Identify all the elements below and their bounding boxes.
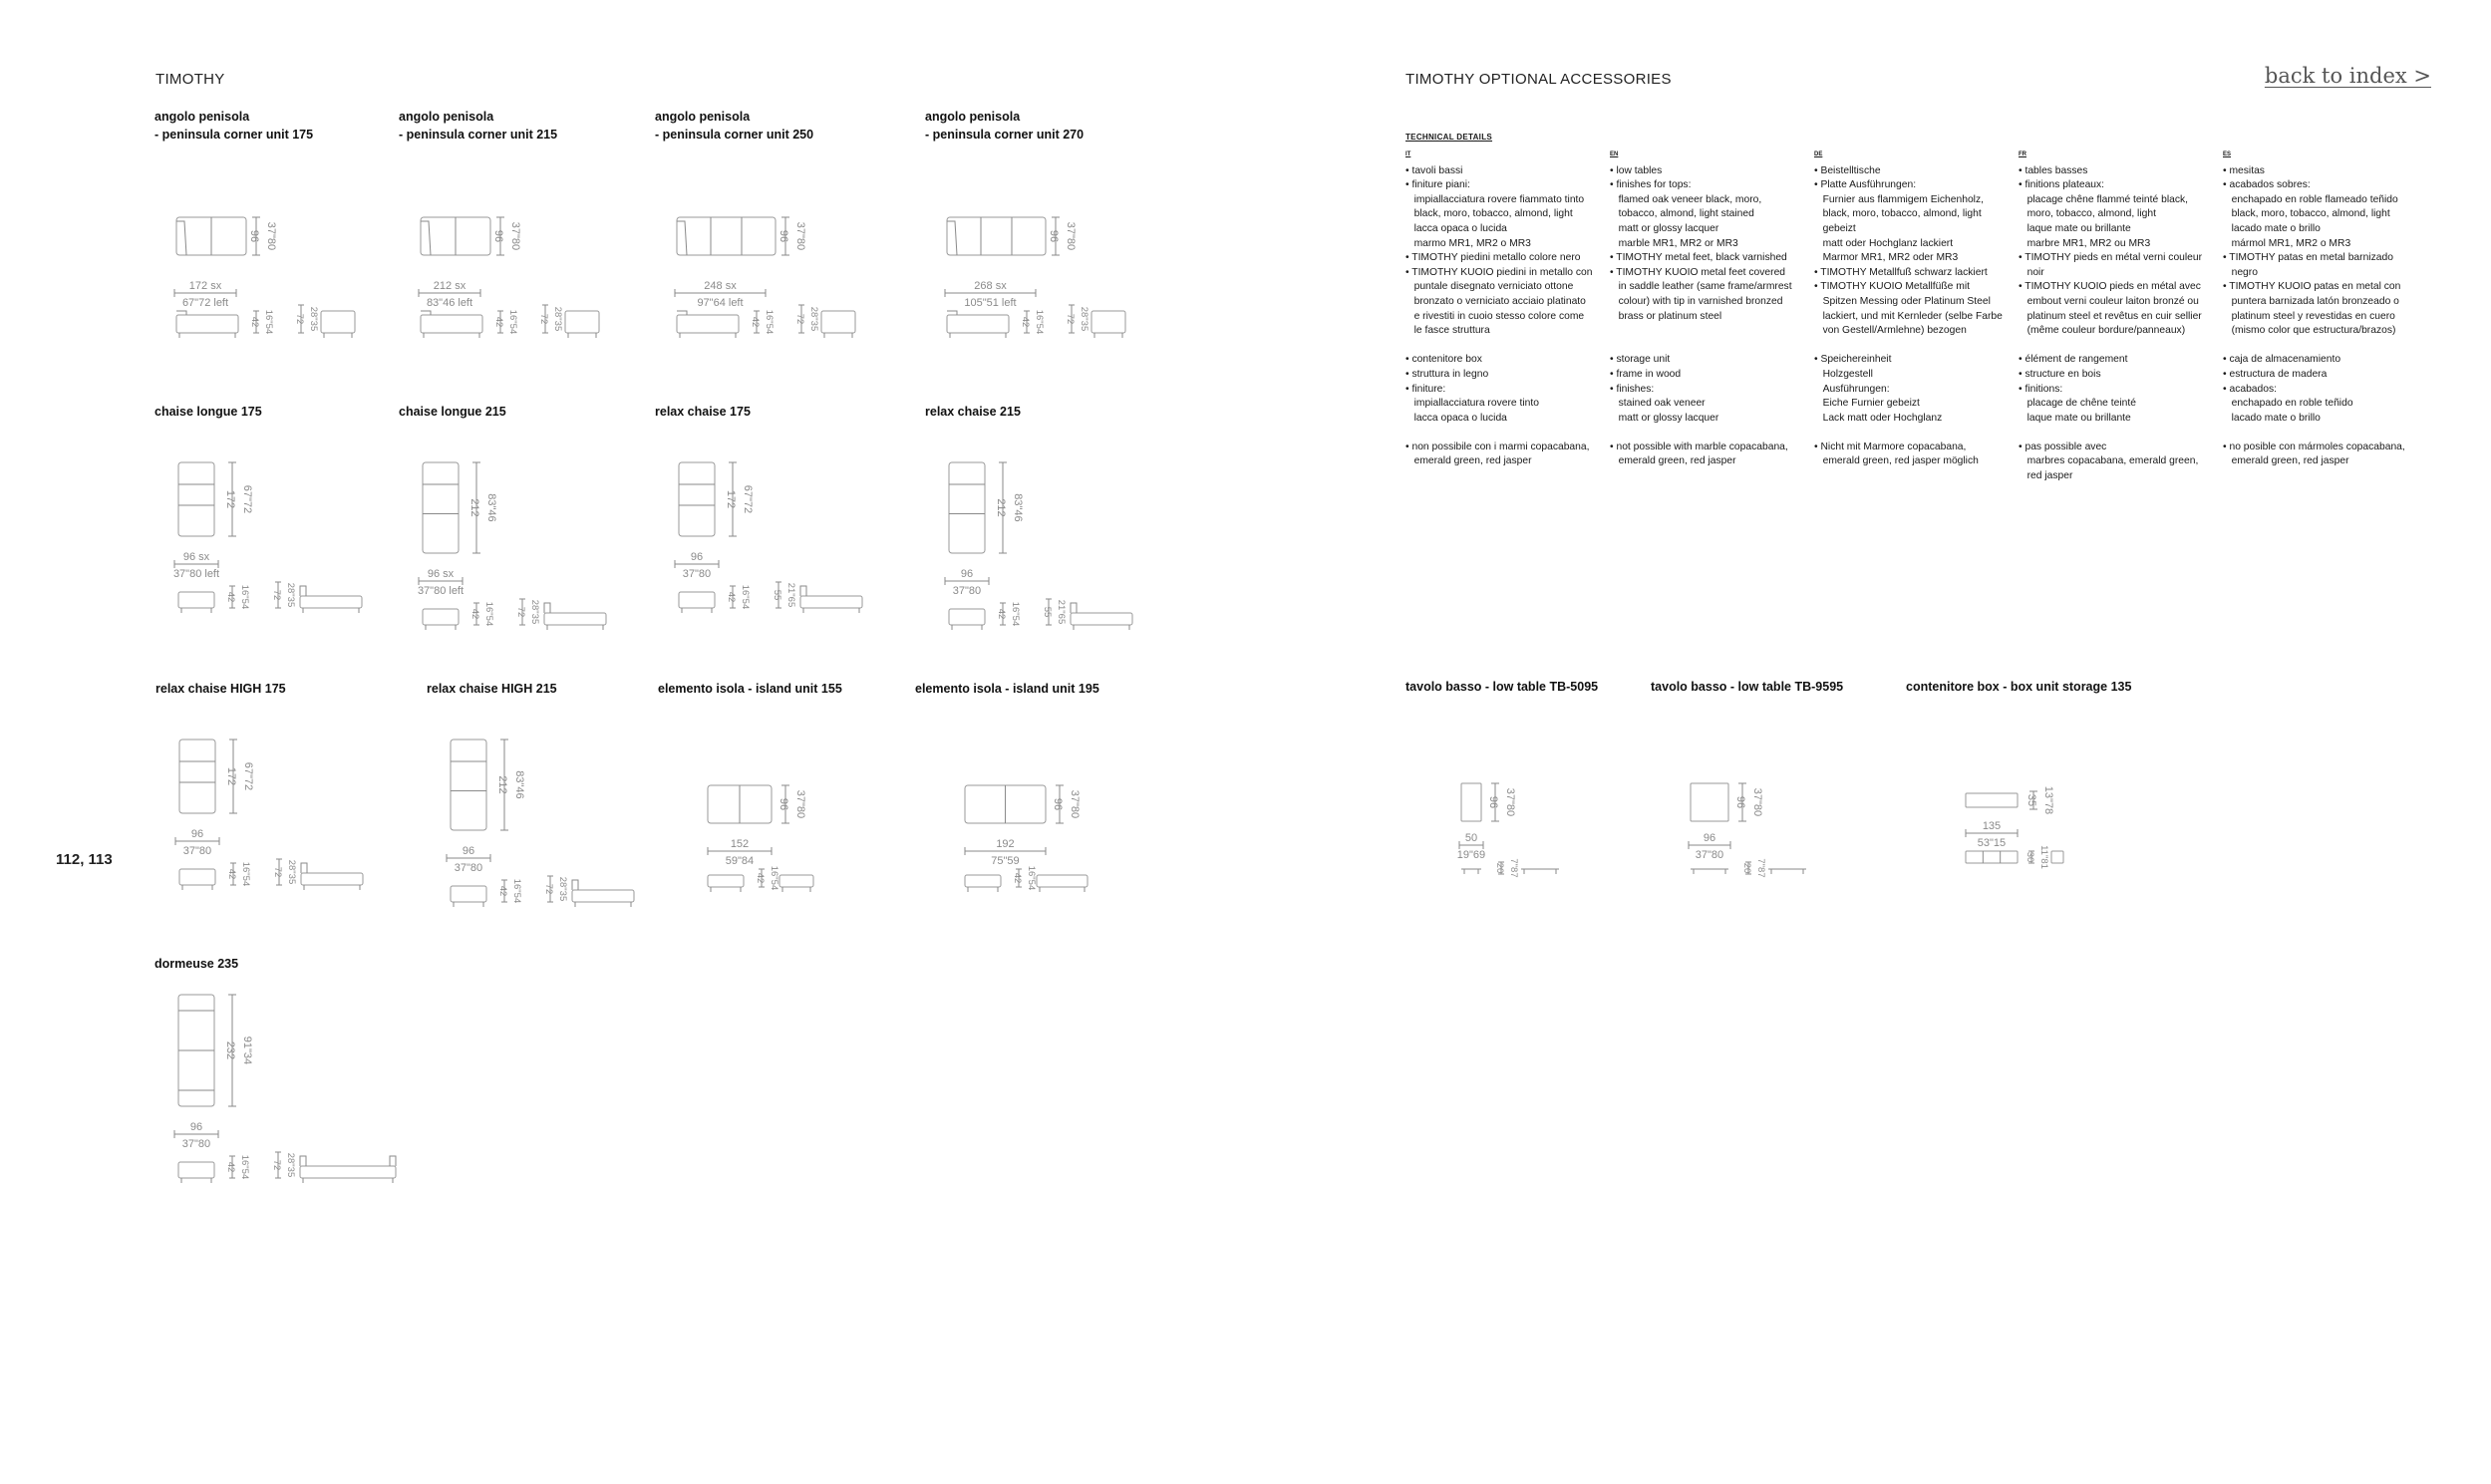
- elevation-side: [779, 875, 813, 887]
- plan-outline: [949, 462, 985, 553]
- height-value-inches: 28"35: [308, 306, 319, 332]
- elevation-back: [300, 586, 306, 596]
- accessory-label: tavolo basso - low table TB-5095: [1405, 680, 1599, 694]
- height-value-inches: 16"54: [483, 601, 494, 627]
- height-value-inches: 28"35: [557, 876, 568, 902]
- unit-label: elemento isola - island unit 155: [658, 682, 842, 696]
- plan-outline: [1691, 783, 1728, 821]
- unit-block: [399, 403, 638, 662]
- elevation-front: [423, 609, 459, 625]
- elevation-back: [800, 586, 806, 596]
- height-value-inches: 28"35: [285, 582, 296, 608]
- height-value-inches: 16"54: [240, 861, 251, 887]
- depth-value-inches: 37"80: [794, 789, 806, 819]
- depth-value-inches: 91"34: [241, 1036, 253, 1065]
- accessory-block: [1651, 678, 1890, 897]
- height-value: 72: [1065, 313, 1076, 325]
- depth-value: 212: [496, 775, 508, 794]
- height-value: 42: [726, 591, 737, 603]
- plan-outline: [179, 740, 215, 813]
- depth-value: 212: [995, 498, 1007, 517]
- height-value: 42: [1012, 872, 1023, 884]
- height-value: 72: [794, 313, 805, 325]
- width-value-inches: 37"80 left: [417, 585, 465, 597]
- height-value: 55: [1042, 606, 1053, 618]
- tech-column-fr: [2019, 148, 2218, 484]
- unit-label: relax chaise 175: [655, 405, 751, 419]
- width-value-inches: 67"72 left: [181, 297, 229, 309]
- width-value: 96 sx: [427, 568, 455, 580]
- depth-value-inches: 67"72: [242, 761, 254, 791]
- elevation-side: [301, 873, 363, 885]
- width-value-inches: 37"80: [454, 862, 483, 874]
- height-value-inches: 11"81: [2038, 845, 2049, 869]
- height-value: 42: [493, 316, 504, 328]
- elevation-side: [300, 596, 362, 608]
- height-value: 55: [772, 589, 782, 601]
- elevation-side: [800, 596, 862, 608]
- height-value-inches: 28"35: [552, 306, 563, 332]
- unit-block: [155, 108, 394, 367]
- width-value: 268 sx: [974, 280, 1007, 292]
- right-section-title: TIMOTHY OPTIONAL ACCESSORIES: [1405, 71, 1672, 88]
- width-value: 50: [1464, 832, 1478, 844]
- width-value-inches: 97"64 left: [697, 297, 744, 309]
- width-value-inches: 59"84: [725, 855, 755, 867]
- depth-value: 96: [778, 229, 789, 243]
- unit-block: [427, 680, 666, 939]
- page-number: 112, 113: [56, 851, 113, 868]
- width-value: 96: [690, 551, 704, 563]
- depth-value: 96: [1048, 229, 1060, 243]
- height-value-inches: 16"54: [239, 584, 250, 610]
- width-value: 96: [462, 845, 475, 857]
- depth-value: 172: [225, 766, 237, 786]
- unit-label: relax chaise 215: [925, 405, 1021, 419]
- depth-value: 212: [468, 498, 480, 517]
- unit-block: [655, 108, 894, 367]
- height-value-inches: 28"35: [286, 859, 297, 885]
- plan-outline: [176, 217, 246, 255]
- unit-drawing: [155, 403, 394, 642]
- backrest-line: [677, 221, 687, 255]
- width-value: 172 sx: [188, 280, 222, 292]
- backrest-line: [176, 221, 186, 255]
- height-value-inches: 28"35: [529, 599, 540, 625]
- plan-outline: [1461, 783, 1481, 821]
- plan-outline: [677, 217, 776, 255]
- accessory-block: [1405, 678, 1645, 897]
- elevation-seat: [677, 315, 739, 333]
- tech-column-es: [2223, 148, 2422, 469]
- elevation-seat: [176, 315, 238, 333]
- height-value: 72: [271, 1159, 282, 1171]
- unit-label: angolo penisola - peninsula corner unit 175: [155, 110, 314, 142]
- height-value: 42: [996, 608, 1007, 620]
- depth-value-inches: 67"72: [742, 484, 754, 514]
- width-value: 192: [996, 838, 1015, 850]
- depth-value-inches: 37"80: [794, 221, 806, 251]
- width-value: 152: [730, 838, 750, 850]
- depth-value-inches: 37"80: [1504, 787, 1516, 817]
- unit-drawing: [655, 403, 894, 642]
- plan-outline: [423, 462, 459, 553]
- height-value: 30: [2024, 851, 2035, 863]
- elevation-front: [178, 1162, 214, 1178]
- unit-block: [925, 108, 1164, 367]
- elevation-seat: [421, 315, 482, 333]
- accessory-label: contenitore box - box unit storage 135: [1906, 680, 2132, 694]
- depth-value: 96: [1052, 797, 1064, 811]
- plan-outline: [679, 462, 715, 536]
- back-to-index-link[interactable]: back to index >: [2264, 64, 2431, 88]
- unit-label: chaise longue 175: [155, 405, 262, 419]
- elevation-seat: [947, 315, 1009, 333]
- plan-outline: [947, 217, 1046, 255]
- height-value-inches: 7"87: [1508, 858, 1519, 878]
- unit-label: angolo penisola - peninsula corner unit 250: [655, 110, 814, 142]
- width-value-inches: 37"80: [682, 568, 712, 580]
- elevation-side: [1037, 875, 1088, 887]
- height-value-inches: 16"54: [1026, 865, 1037, 891]
- tech-text: • tables basses • finitions plateaux: placage chêne flammé teinté black, moro, tobacco, almond, light laque mate ou brillante marbre MR1, MR2 ou MR3 • TIMOTHY pieds en métal verni couleur noir • TIMOTHY KUOIO pieds en métal avec embout verni couleur laiton bronzé ou platinum steel et revêtus en cuir sellier (même couleur bordure/panneaux) • élément de rangement • structure en bois • finitions: placage de chêne teinté laque mate ou brillante • pas possible avec marbres copacabana, emerald green, red jasper: [2019, 164, 2203, 482]
- elevation-front: [1966, 851, 2018, 863]
- unit-drawing: [399, 108, 638, 347]
- elevation-side: [572, 890, 634, 902]
- unit-label: chaise longue 215: [399, 405, 506, 419]
- technical-details-heading: TECHNICAL DETAILS: [1405, 133, 1493, 142]
- depth-value-inches: 37"80: [1065, 221, 1077, 251]
- language-code: DE: [1814, 151, 1823, 157]
- unit-drawing: [658, 680, 897, 919]
- width-value-inches: 37"80: [952, 585, 982, 597]
- elevation-front: [451, 886, 486, 902]
- elevation-side: [1071, 613, 1132, 625]
- unit-drawing: [156, 680, 395, 919]
- width-value-inches: 37"80: [181, 1138, 211, 1150]
- height-value: 42: [755, 872, 766, 884]
- unit-block: [655, 403, 894, 662]
- width-value: 248 sx: [704, 280, 737, 292]
- height-value-inches: 16"54: [764, 309, 775, 335]
- height-value: 42: [469, 608, 480, 620]
- accessory-drawing: [1906, 678, 2145, 897]
- height-value: 72: [538, 313, 549, 325]
- depth-value: 172: [224, 489, 236, 509]
- height-value-inches: 28"35: [285, 1152, 296, 1178]
- elevation-side: [300, 1166, 396, 1178]
- elevation-front: [821, 311, 855, 333]
- elevation-back: [421, 311, 431, 315]
- depth-value: 96: [1487, 795, 1499, 809]
- language-code: EN: [1610, 151, 1619, 157]
- height-value-inches: 16"54: [507, 309, 518, 335]
- technical-details-columns: [1405, 148, 2422, 506]
- elevation-back: [677, 311, 687, 315]
- height-value: 42: [750, 316, 761, 328]
- width-value: 96: [1703, 832, 1716, 844]
- elevation-back: [176, 311, 186, 315]
- width-value-inches: 105"51 left: [964, 297, 1017, 309]
- elevation-front: [949, 609, 985, 625]
- depth-value-inches: 83"46: [485, 493, 497, 522]
- height-value: 72: [543, 883, 554, 895]
- elevation-side: [2051, 851, 2063, 863]
- height-value-inches: 16"54: [740, 584, 751, 610]
- width-value-inches: 37"80: [182, 845, 212, 857]
- plan-outline: [421, 217, 490, 255]
- height-value-inches: 21"65: [1056, 599, 1067, 625]
- depth-value-inches: 37"80: [1069, 789, 1081, 819]
- height-value-inches: 16"54: [1010, 601, 1021, 627]
- unit-block: [658, 680, 897, 939]
- accessory-drawing: [1651, 678, 1890, 897]
- language-code: FR: [2019, 151, 2026, 157]
- height-value-inches: 21"65: [785, 582, 796, 608]
- tech-column-it: [1405, 148, 1605, 469]
- language-code: IT: [1405, 151, 1411, 157]
- tech-text: • tavoli bassi • finiture piani: impiallacciatura rovere fiammato tinto black, moro, tobacco, almond, light lacca opaca o lucida marmo MR1, MR2 o MR3 • TIMOTHY piedini metallo colore nero • TIMOTHY KUOIO piedini in metallo con puntale disegnato verniciato ottone bronzato o verniciato acciaio platinato e rivestiti in cuoio stesso colore come le fasce struttura • contenitore box • struttura in legno • finiture: impiallacciatura rovere tinto lacca opaca o lucida • non possibile con i marmi copacabana, emerald green, red jasper: [1405, 164, 1593, 467]
- depth-value: 96: [248, 229, 260, 243]
- width-value-inches: 37"80 left: [172, 568, 220, 580]
- width-value-inches: 75"59: [991, 855, 1020, 867]
- elevation-front: [178, 592, 214, 608]
- width-value-inches: 37"80: [1695, 849, 1724, 861]
- unit-label: dormeuse 235: [155, 957, 239, 971]
- height-value-inches: 16"54: [511, 878, 522, 904]
- tech-text: • mesitas • acabados sobres: enchapado en roble flameado teñido black, moro, tobacco, almond, light lacado mate o brillo mármol MR1, MR2 o MR3 • TIMOTHY patas en metal barnizado negro • TIMOTHY KUOIO patas en metal con puntera barnizada latón bronzeado o platinum steel y revestidas en cuero (mismo color que estructura/brazos) • caja de almacenamiento • estructura de madera • acabados: enchapado en roble teñido lacado mate o brillo • no posible con mármoles copacabana, emerald green, red jasper: [2223, 164, 2405, 467]
- elevation-front: [679, 592, 715, 608]
- height-value-inches: 16"54: [769, 865, 779, 891]
- depth-value: 172: [725, 489, 737, 509]
- elevation-front: [1091, 311, 1125, 333]
- height-value: 42: [225, 1161, 236, 1173]
- width-value-inches: 53"15: [1977, 837, 2007, 849]
- depth-value: 96: [778, 797, 789, 811]
- depth-value-inches: 37"80: [509, 221, 521, 251]
- depth-value: 96: [492, 229, 504, 243]
- elevation-side: [544, 613, 606, 625]
- unit-drawing: [399, 403, 638, 642]
- elevation-front: [708, 875, 744, 887]
- elevation-back: [572, 880, 578, 890]
- unit-drawing: [925, 108, 1164, 347]
- height-value: 20: [1494, 862, 1505, 874]
- plan-outline: [451, 740, 486, 830]
- unit-block: [399, 108, 638, 367]
- elevation-front: [965, 875, 1001, 887]
- height-value: 42: [1020, 316, 1031, 328]
- width-value-inches: 19"69: [1456, 849, 1486, 861]
- width-value: 212 sx: [433, 280, 467, 292]
- unit-drawing: [427, 680, 666, 919]
- plan-outline: [178, 995, 214, 1106]
- unit-label: relax chaise HIGH 215: [427, 682, 557, 696]
- depth-value-inches: 83"46: [1012, 493, 1024, 522]
- width-value: 96 sx: [182, 551, 210, 563]
- height-value: 72: [515, 606, 526, 618]
- tech-column-de: [1814, 148, 2014, 469]
- height-value-inches: 16"54: [263, 309, 274, 335]
- width-value: 96: [960, 568, 974, 580]
- depth-value-inches: 13"78: [2042, 785, 2054, 815]
- height-value-inches: 16"54: [1034, 309, 1045, 335]
- elevation-front: [565, 311, 599, 333]
- elevation-front: [179, 869, 215, 885]
- unit-block: [155, 955, 394, 1214]
- tech-text: • Beistelltische • Platte Ausführungen: Furnier aus flammigem Eichenholz, black, moro, tobacco, almond, light gebeizt matt oder Hochglanz lackiert Marmor MR1, MR2 oder MR3 • TIMOTHY Metallfuß schwarz lackiert • TIMOTHY KUOIO Metallfüße mit Spitzen Messing oder Platinum Steel lackiert, und mit Kernleder (selbe Farbe von Gestell/Armlehne) bezogen • Speichereinheit Holzgestell Ausführungen: Eiche Furnier gebeizt Lack matt oder Hochglanz • Nicht mit Marmore copacabana, emerald green, red jasper möglich: [1814, 164, 2003, 467]
- unit-block: [155, 403, 394, 662]
- plan-outline: [1966, 793, 2018, 807]
- depth-value-inches: 67"72: [241, 484, 253, 514]
- left-section-title: TIMOTHY: [156, 71, 225, 88]
- height-value-inches: 28"35: [1079, 306, 1090, 332]
- width-value: 96: [190, 828, 204, 840]
- depth-value: 232: [224, 1040, 236, 1060]
- depth-value: 35: [2025, 793, 2037, 807]
- height-value: 42: [226, 868, 237, 880]
- backrest-line: [421, 221, 431, 255]
- width-value: 96: [189, 1121, 203, 1133]
- elevation-front: [321, 311, 355, 333]
- width-value: 135: [1982, 820, 2002, 832]
- height-value: 72: [271, 589, 282, 601]
- elevation-back: [300, 1156, 306, 1166]
- unit-label: elemento isola - island unit 195: [915, 682, 1099, 696]
- unit-block: [925, 403, 1164, 662]
- height-value-inches: 28"35: [808, 306, 819, 332]
- elevation-back: [390, 1156, 396, 1166]
- unit-label: angolo penisola - peninsula corner unit 270: [925, 110, 1085, 142]
- accessory-label: tavolo basso - low table TB-9595: [1651, 680, 1844, 694]
- plan-outline: [178, 462, 214, 536]
- plan-outline: [708, 785, 772, 823]
- unit-drawing: [655, 108, 894, 347]
- unit-drawing: [155, 108, 394, 347]
- depth-value-inches: 37"80: [1751, 787, 1763, 817]
- elevation-back: [544, 603, 550, 613]
- width-value-inches: 83"46 left: [426, 297, 473, 309]
- plan-outline: [965, 785, 1046, 823]
- language-code: ES: [2223, 151, 2232, 157]
- depth-value-inches: 37"80: [265, 221, 277, 251]
- backrest-line: [947, 221, 957, 255]
- depth-value: 96: [1734, 795, 1746, 809]
- tech-column-en: [1610, 148, 1809, 469]
- unit-drawing: [155, 955, 394, 1194]
- unit-block: [156, 680, 395, 939]
- unit-label: angolo penisola - peninsula corner unit 215: [399, 110, 558, 142]
- elevation-back: [1071, 603, 1077, 613]
- height-value: 42: [497, 885, 508, 897]
- accessory-drawing: [1405, 678, 1645, 897]
- accessory-block: [1906, 678, 2145, 897]
- unit-drawing: [925, 403, 1164, 642]
- elevation-back: [947, 311, 957, 315]
- height-value: 72: [272, 866, 283, 878]
- unit-drawing: [915, 680, 1154, 919]
- unit-block: [915, 680, 1154, 939]
- height-value: 42: [225, 591, 236, 603]
- height-value: 42: [249, 316, 260, 328]
- height-value-inches: 7"87: [1755, 858, 1766, 878]
- tech-text: • low tables • finishes for tops: flamed oak veneer black, moro, tobacco, almond, light stained matt or glossy lacquer marble MR1, MR2 or MR3 • TIMOTHY metal feet, black varnished • TIMOTHY KUOIO metal feet covered in saddle leather (same frame/armrest colour) with tip in varnished bronzed brass or platinum steel • storage unit • frame in wood • finishes: stained oak veneer matt or glossy lacquer • not possible with marble copacabana, emerald green, red jasper: [1610, 164, 1792, 467]
- depth-value-inches: 83"46: [513, 770, 525, 799]
- elevation-back: [301, 863, 307, 873]
- height-value-inches: 16"54: [239, 1154, 250, 1180]
- height-value: 20: [1741, 862, 1752, 874]
- height-value: 72: [294, 313, 305, 325]
- unit-label: relax chaise HIGH 175: [156, 682, 286, 696]
